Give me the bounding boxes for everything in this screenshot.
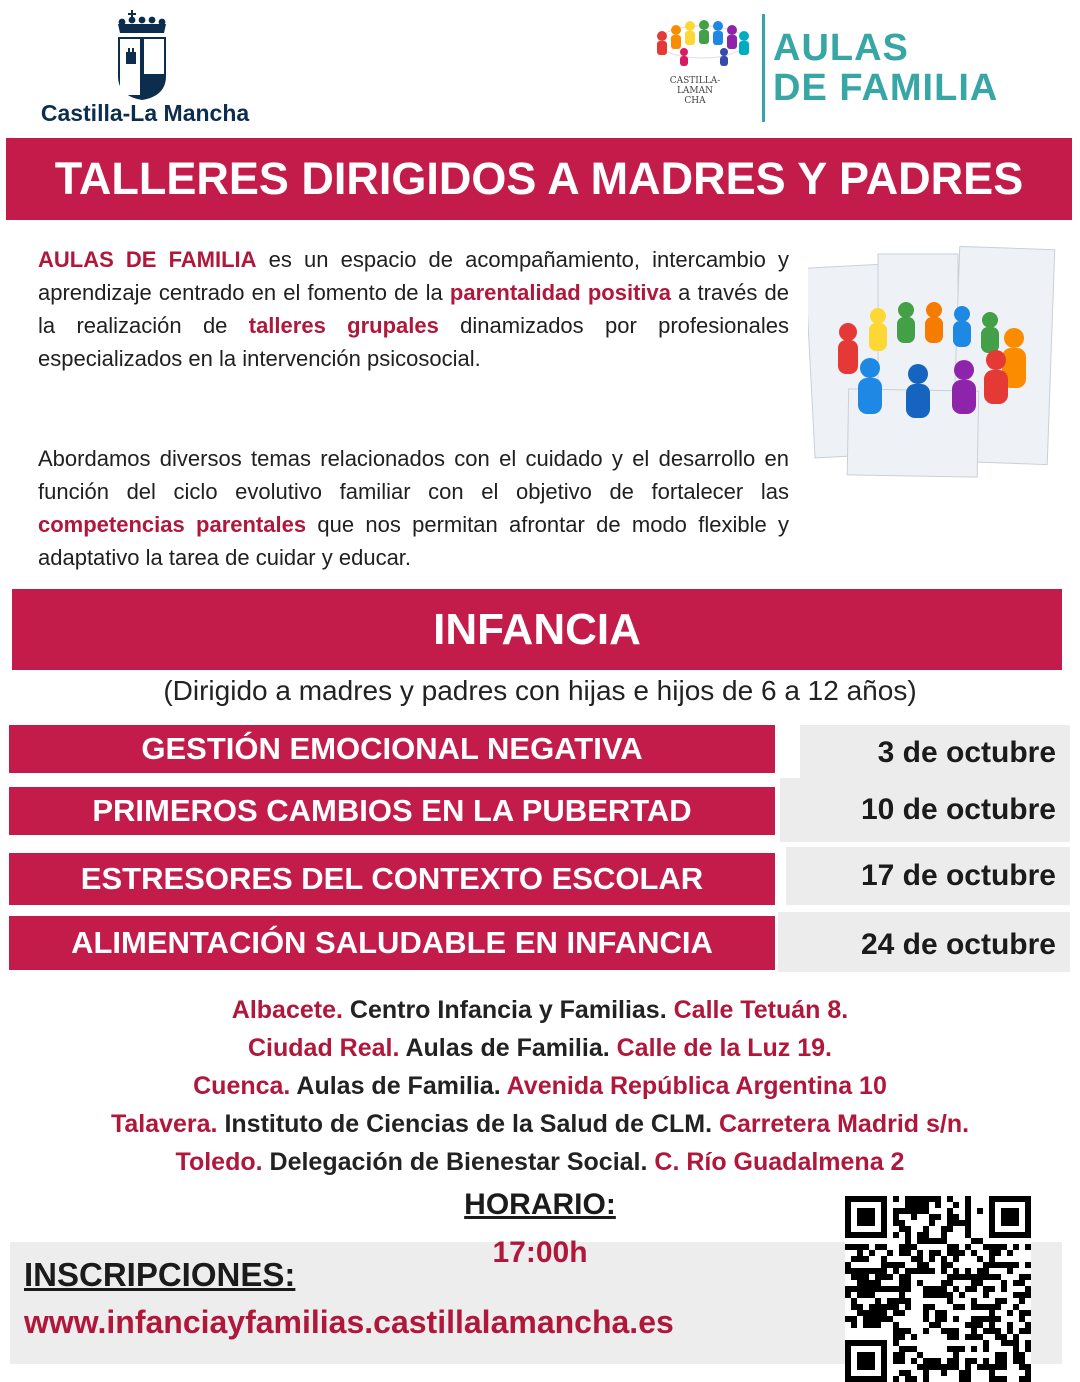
location-line: Ciudad Real. Aulas de Familia. Calle de la Luz 19. [248,1034,832,1062]
intro-paragraph-2 [38,442,789,574]
workshop-topic: ALIMENTACIÓN SALUDABLE EN INFANCIA [9,916,775,970]
highlighted-text: competencias parentales [38,512,307,537]
paragraph-text: Abordamos diversos temas relacionados con el cuidado y el desarrollo en función del ciclo evolutivo familiar con el objetivo de fortalecer las [38,446,789,504]
intro-paragraph-1 [38,243,789,375]
aulas-logo-caption: CASTILLA- LAMAN CHA [669,76,721,106]
paragraph-text: dinamizados por profesionales especializados en la intervención psicosocial. [38,313,789,371]
page-title: TALLERES DIRIGIDOS A MADRES Y PADRES [6,138,1072,220]
workshop-date: 17 de octubre [786,847,1070,905]
workshop-topic: PRIMEROS CAMBIOS EN LA PUBERTAD [9,787,775,835]
section-title: INFANCIA [12,589,1062,670]
paragraph-text: es un espacio de acompañamiento, intercambio y aprendizaje centrado en el fomento de la [38,247,789,305]
section-subtitle: (Dirigido a madres y padres con hijas e hijos de 6 a 12 años) [163,675,917,706]
highlighted-text: AULAS DE FAMILIA [38,247,257,272]
workshop-date: 3 de octubre [800,725,1070,781]
schedule-label: HORARIO: [464,1188,616,1221]
registration-label: INSCRIPCIONES: [24,1256,296,1293]
location-line: Toledo. Delegación de Bienestar Social. C. Río Guadalmena 2 [175,1148,905,1176]
paragraph-text: que nos permitan afrontar de modo flexible y adaptativo la tarea de cuidar y educar. [38,512,789,570]
logo-divider [762,14,765,122]
workshop-topic: GESTIÓN EMOCIONAL NEGATIVA [9,725,775,773]
aulas-logo-title: AULAS DE FAMILIA [773,27,999,109]
location-line: Talavera. Instituto de Ciencias de la Salud de CLM. Carretera Madrid s/n. [110,1110,970,1138]
paragraph-text: a través de la realización de [38,280,789,338]
clm-logo-name: Castilla-La Mancha [40,100,250,126]
location-line: Cuenca. Aulas de Familia. Avenida República Argentina 10 [193,1072,887,1100]
location-line: Albacete. Centro Infancia y Familias. Calle Tetuán 8. [231,996,849,1024]
registration-link[interactable]: www.infanciayfamilias.castillalamancha.es [24,1304,674,1340]
schedule-time: 17:00h [492,1236,588,1269]
workshop-topic: ESTRESORES DEL CONTEXTO ESCOLAR [9,853,775,905]
workshop-date: 10 de octubre [780,778,1070,842]
children-circle-illustration [808,240,1058,480]
workshop-date: 24 de octubre [778,912,1070,972]
highlighted-text: talleres grupales [248,313,439,338]
highlighted-text: parentalidad positiva [449,280,671,305]
qr-code-icon[interactable] [845,1196,1031,1382]
